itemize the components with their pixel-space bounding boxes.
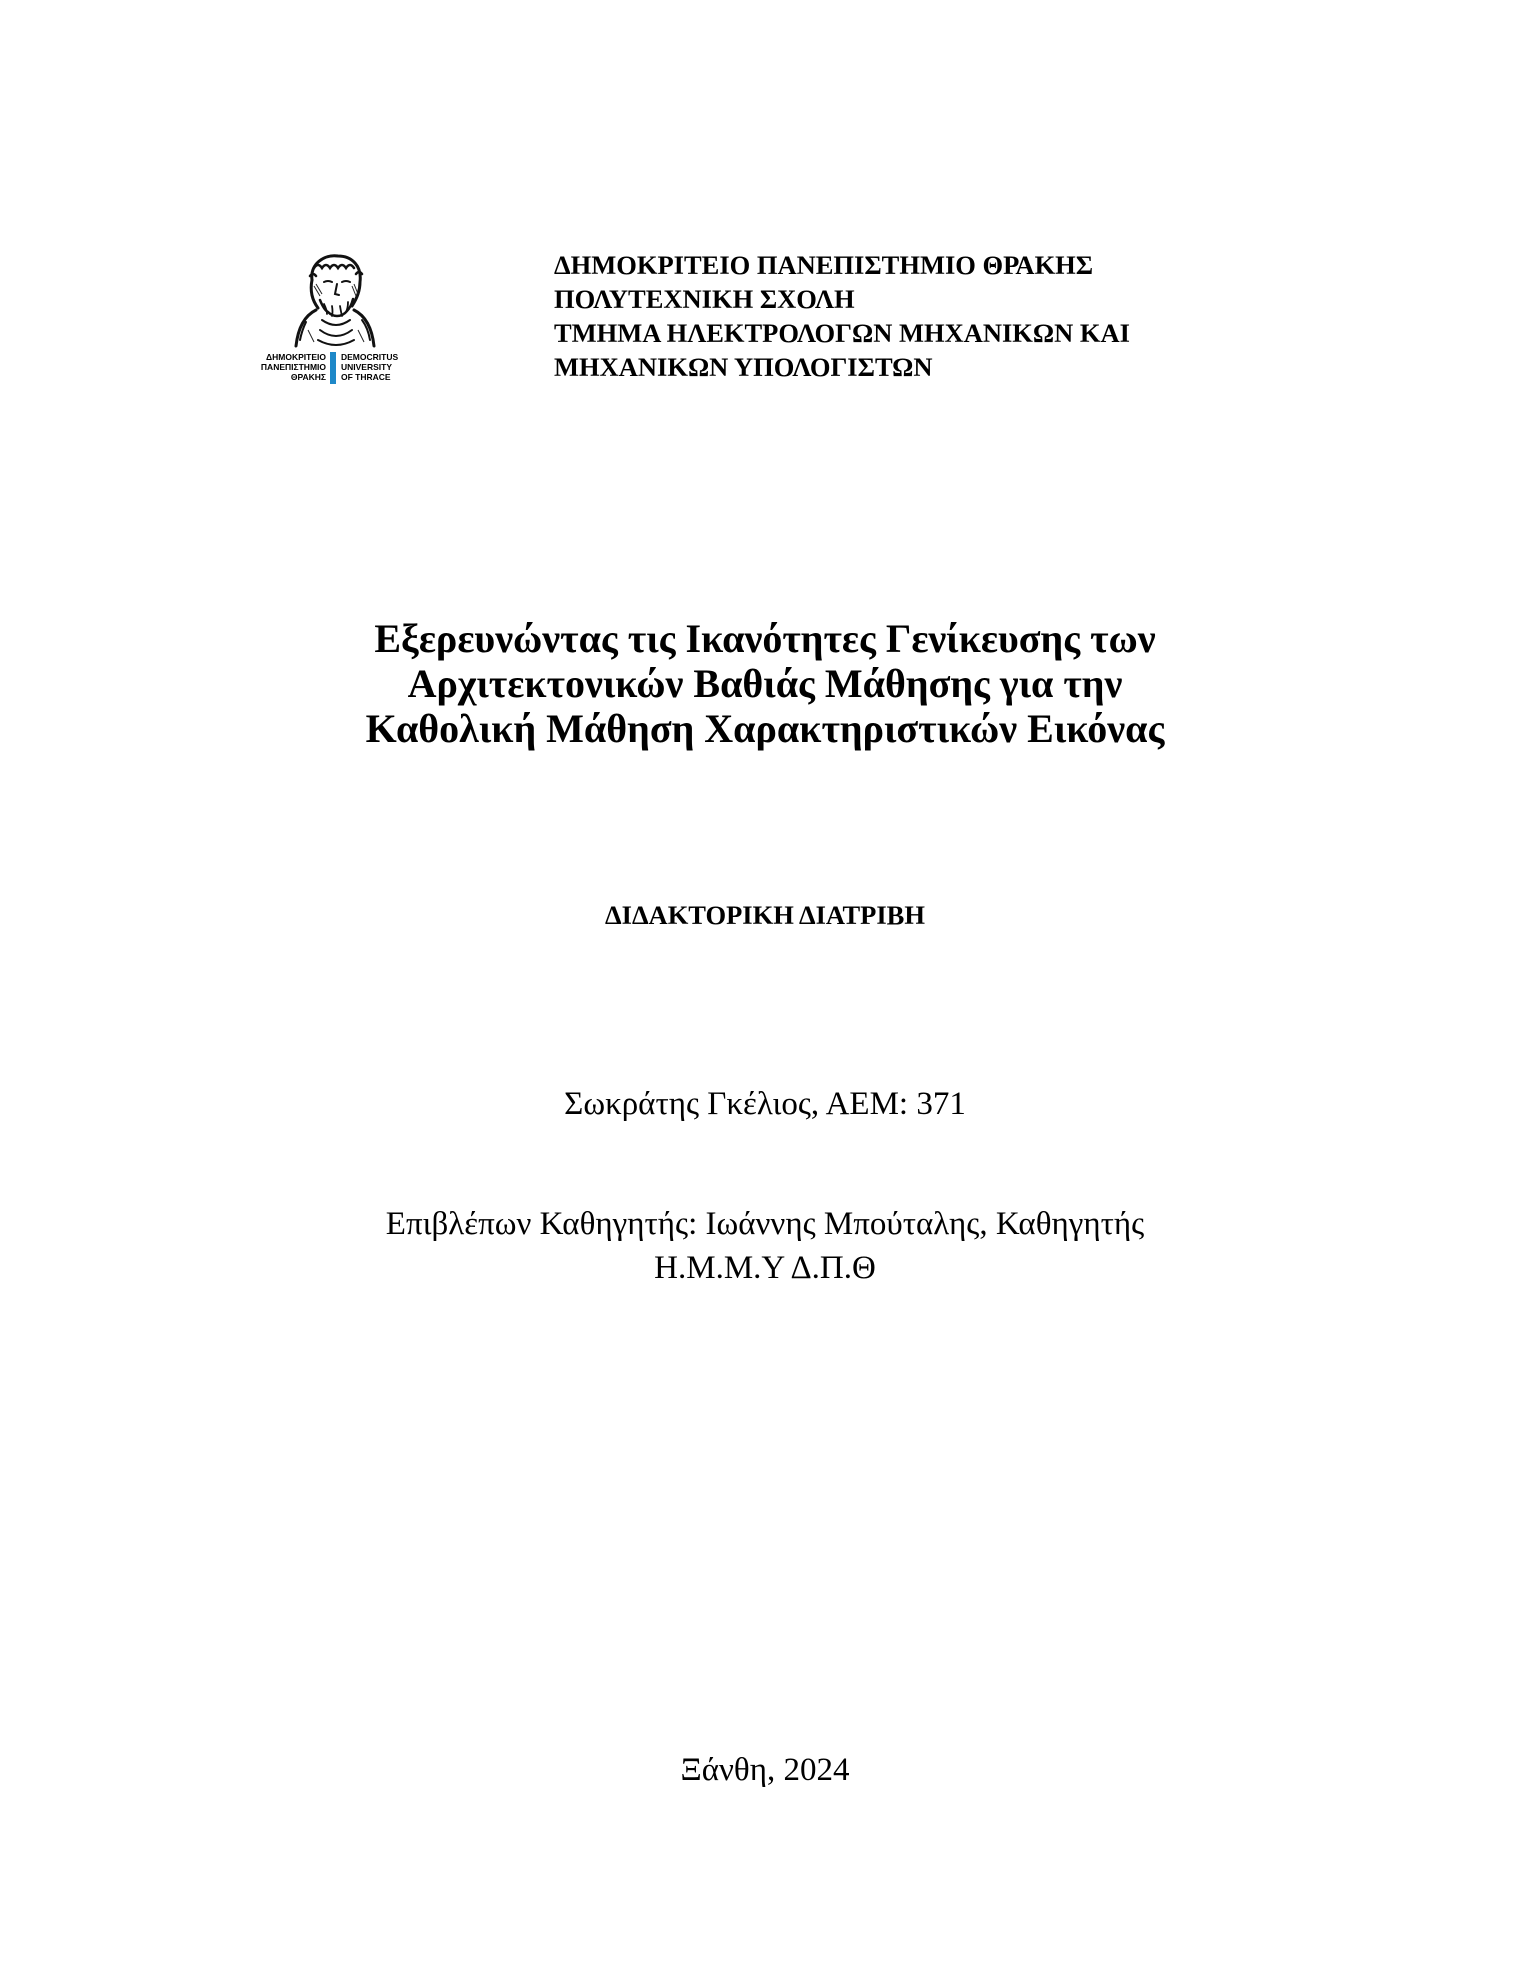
department-name-line1: ΤΜΗΜΑ ΗΛΕΚΤΡΟΛΟΓΩΝ ΜΗΧΑΝΙΚΩΝ ΚΑΙ bbox=[554, 318, 1130, 348]
thesis-title-line3: Καθολική Μάθηση Χαρακτηριστικών Εικόνας bbox=[365, 706, 1165, 751]
thesis-title-line2: Αρχιτεκτονικών Βαθιάς Μάθησης για την bbox=[407, 661, 1123, 706]
logo-divider-bar bbox=[330, 352, 336, 384]
university-name: ΔΗΜΟΚΡΙΤΕΙΟ ΠΑΝΕΠΙΣΤΗΜΙΟ ΘΡΑΚΗΣ bbox=[554, 250, 1094, 280]
school-name: ΠΟΛΥΤΕΧΝΙΚΗ ΣΧΟΛΗ bbox=[554, 284, 855, 314]
thesis-title bbox=[0, 616, 1530, 751]
supervisor-line1: Επιβλέπων Καθηγητής: Ιωάννης Μπούταλης, Καθηγητής bbox=[385, 1206, 1145, 1242]
supervisor-line2: Η.Μ.Μ.Υ Δ.Π.Θ bbox=[654, 1250, 876, 1286]
logo-name-greek: ΔΗΜΟΚΡΙΤΕΙΟ ΠΑΝΕΠΙΣΤΗΜΙΟ ΘΡΑΚΗΣ bbox=[260, 352, 326, 382]
thesis-title-line1: Εξερευνώντας τις Ικανότητες Γενίκευσης των bbox=[374, 616, 1156, 661]
democritus-bust-icon bbox=[250, 250, 420, 350]
logo-name-english: DEMOCRITUS UNIVERSITY OF THRACE bbox=[341, 352, 399, 382]
author-line: Σωκράτης Γκέλιος, ΑΕΜ: 371 bbox=[564, 1086, 966, 1122]
logo-text bbox=[250, 352, 420, 388]
university-logo bbox=[250, 250, 420, 390]
institution-header bbox=[554, 248, 1454, 384]
department-name-line2: ΜΗΧΑΝΙΚΩΝ ΥΠΟΛΟΓΙΣΤΩΝ bbox=[554, 352, 933, 382]
place-date: Ξάνθη, 2024 bbox=[680, 1752, 850, 1788]
supervisor-block bbox=[0, 1202, 1530, 1290]
document-type: ΔΙΔΑΚΤΟΡΙΚΗ ΔΙΑΤΡΙΒΗ bbox=[605, 900, 925, 930]
